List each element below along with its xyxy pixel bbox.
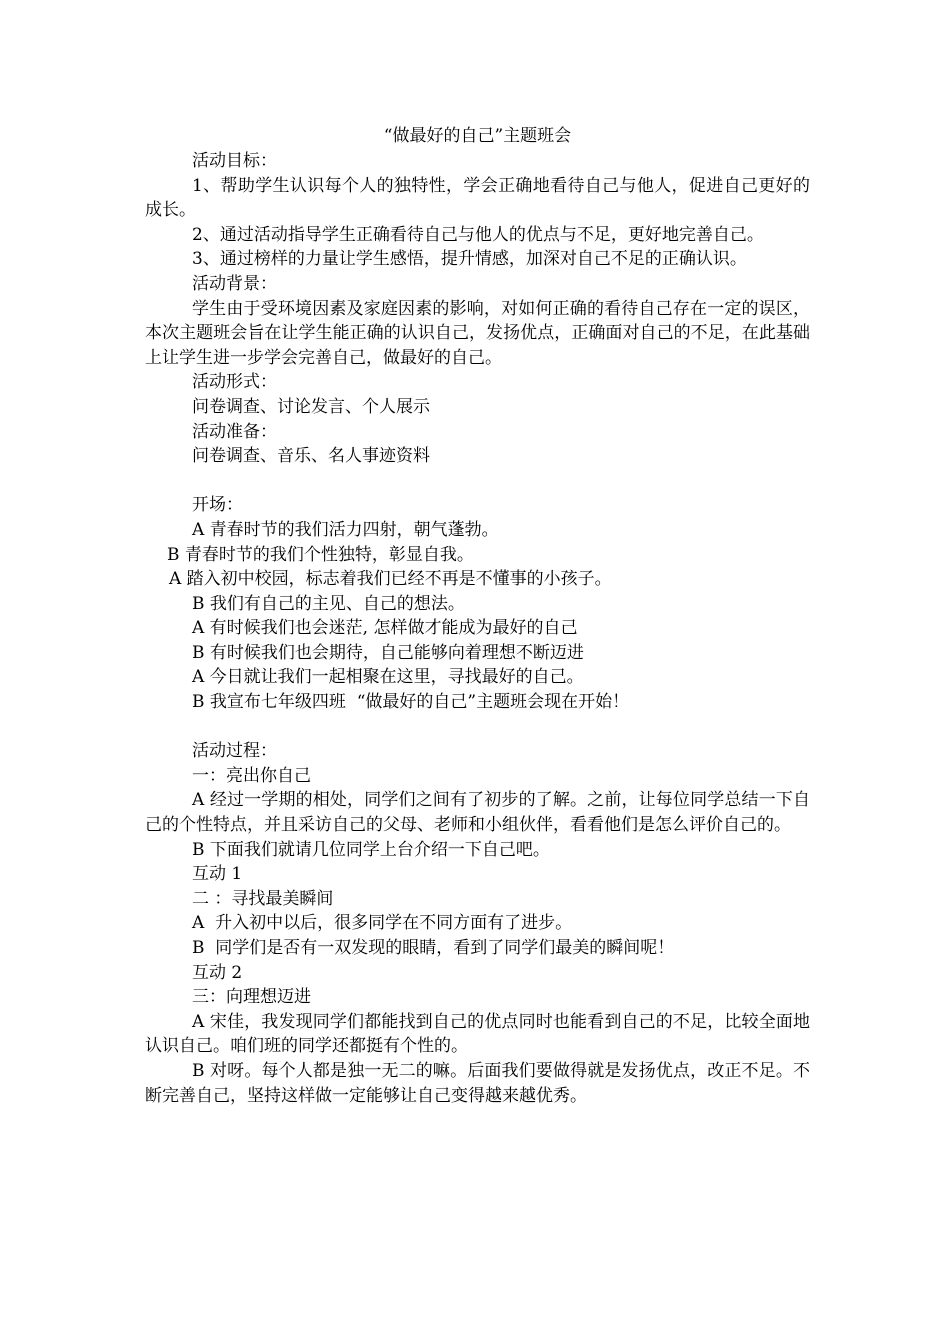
document-title: “做最好的自己”主题班会 [383,126,572,146]
opening-heading: 开场： [192,495,243,516]
opening-line: B 有时候我们也会期待，自己能够向着理想不断迈进 [192,642,584,663]
background-heading: 活动背景： [192,273,277,294]
opening-line: A 青春时节的我们活力四射，朝气蓬勃。 [192,519,499,540]
opening-line: A 今日就让我们一起相聚在这里，寻找最好的自己。 [192,667,584,688]
goals-heading: 活动目标： [192,151,277,171]
process-paragraph: B 同学们是否有一双发现的眼睛，看到了同学们最美的瞬间呢！ [192,938,675,958]
format-text: 问卷调查、讨论发言、个人展示 [192,396,430,417]
process-heading: 活动过程： [192,741,277,762]
section-title: 一：亮出你自己 [192,765,311,786]
document-body [145,124,810,1108]
goal-item-3: 3、通过榜样的力量让学生感悟，提升情感，加深对自己不足的正确认识。 [192,249,747,270]
blank-line [145,469,810,494]
section-title: 二 ：寻找最美瞬间 [192,888,334,909]
process-paragraph: B 下面我们就请几位同学上台介绍一下自己吧。 [192,839,550,860]
process-paragraph: A 经过一学期的相处，同学们之间有了初步的了解。之前，让每位同学总结一下自己的个性特点，并且采访自己的父母、老师和小组伙伴，看看他们是怎么评价自己的。 [145,790,810,836]
section-title: 三：向理想迈进 [192,987,311,1008]
interaction-label: 互动 2 [192,962,243,983]
interaction-label: 互动 1 [192,864,243,885]
background-text: 学生由于受环境因素及家庭因素的影响，对如何正确的看待自己存在一定的误区，本次主题班会旨在让学生能正确的认识自己，发扬优点，正确面对自己的不足，在此基础上让学生进一步学会完善自己，做最好的自己。 [145,298,810,368]
format-heading: 活动形式： [192,372,277,393]
blank-line [145,715,810,740]
opening-line: B 我宣布七年级四班 “做最好的自己”主题班会现在开始！ [192,692,630,713]
process-paragraph: A 宋佳，我发现同学们都能找到自己的优点同时也能看到自己的不足，比较全面地认识自己。咱们班的同学还都挺有个性的。 [145,1011,810,1057]
goal-item-1: 1、帮助学生认识每个人的独特性，学会正确地看待自己与他人，促进自己更好的成长。 [145,175,810,221]
preparation-heading: 活动准备： [192,421,277,442]
opening-line: B 青春时节的我们个性独特，彰显自我。 [167,544,474,565]
opening-line: A 有时候我们也会迷茫, 怎样做才能成为最好的自己 [192,618,578,639]
opening-line: B 我们有自己的主见、自己的想法。 [192,593,465,614]
process-paragraph: A 升入初中以后，很多同学在不同方面有了进步。 [192,913,573,934]
preparation-text: 问卷调查、音乐、名人事迹资料 [192,446,430,467]
process-paragraph: B 对呀。每个人都是独一无二的嘛。后面我们要做得就是发扬优点，改正不足。不断完善自己，坚持这样做一定能够让自己变得越来越优秀。 [145,1060,810,1106]
opening-line: A 踏入初中校园，标志着我们已经不再是不懂事的小孩子。 [169,569,612,590]
goal-item-2: 2、通过活动指导学生正确看待自己与他人的优点与不足，更好地完善自己。 [192,224,764,245]
